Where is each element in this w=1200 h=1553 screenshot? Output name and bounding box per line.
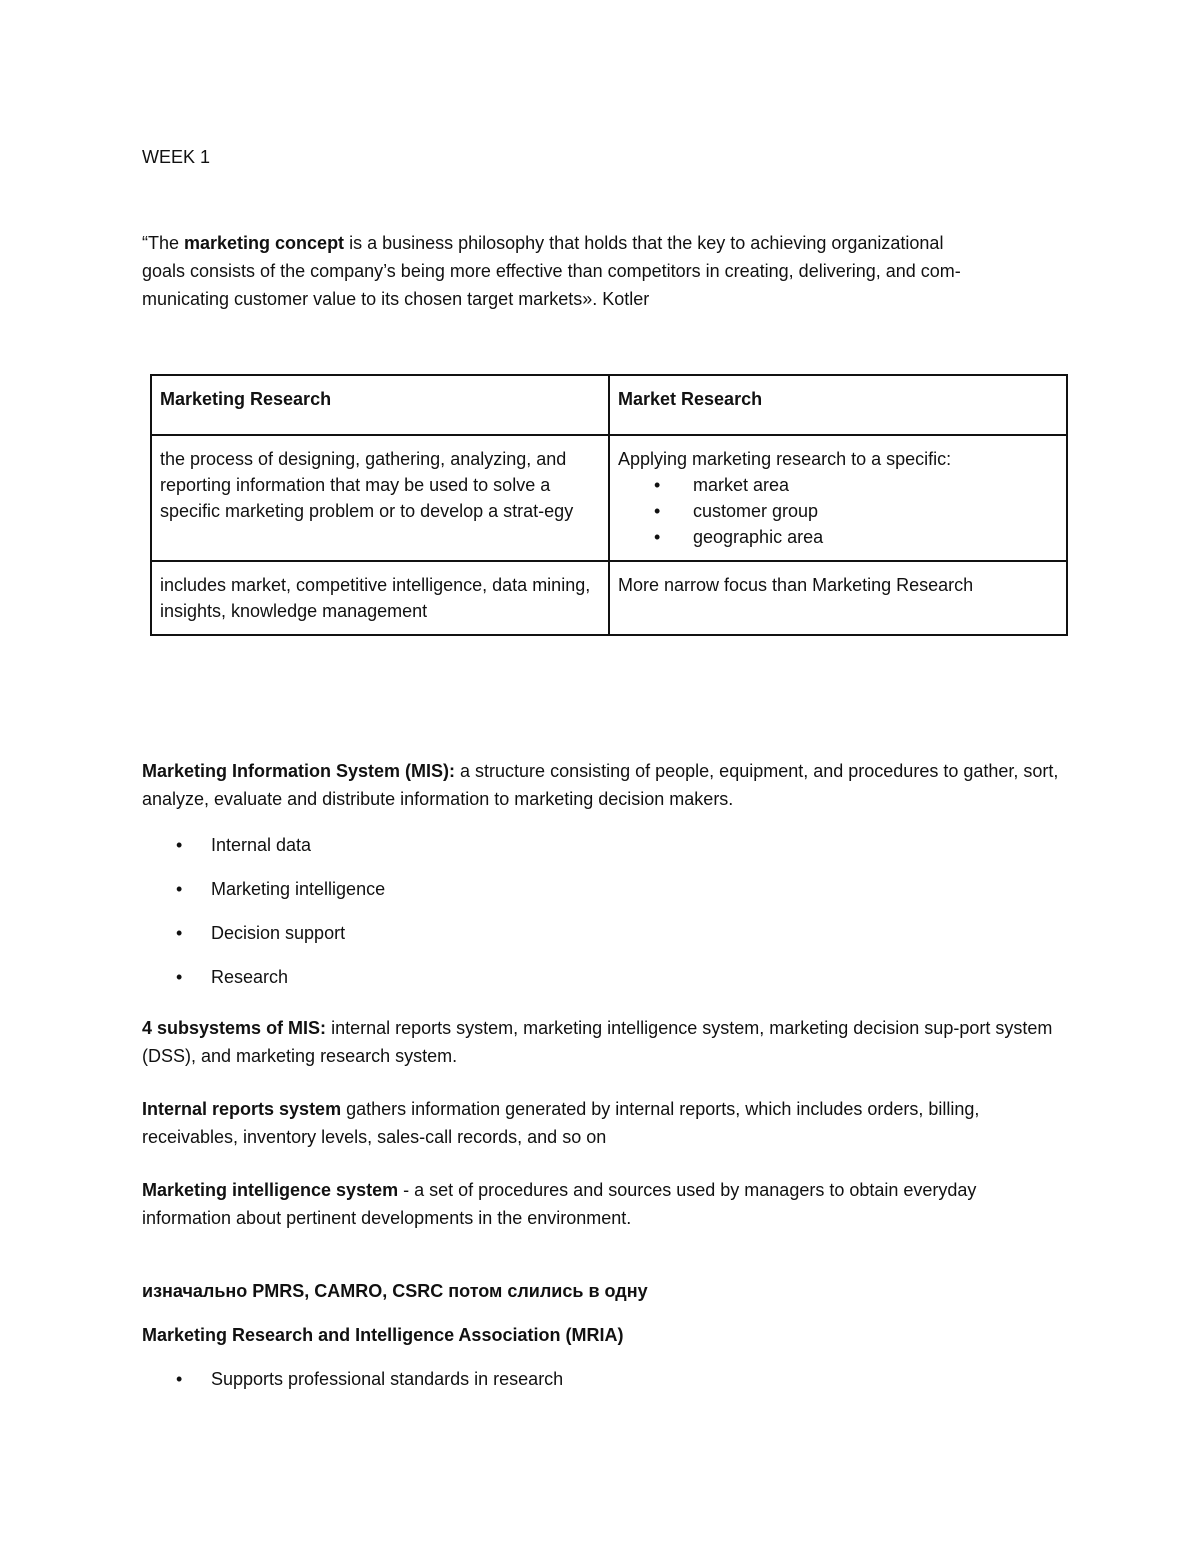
bullet-icon: • xyxy=(176,835,183,855)
quote-line-1: “The marketing concept is a business philosophy that holds that the key to achieving organizational xyxy=(142,233,944,253)
bullet-icon: • xyxy=(176,879,183,899)
list-item: • market area xyxy=(618,472,1058,498)
table-header-cell: Marketing Research xyxy=(151,375,609,435)
table-row xyxy=(151,561,1067,635)
bullet-icon: • xyxy=(654,527,661,547)
mria-title: Marketing Research and Intelligence Association (MRIA) xyxy=(142,1325,624,1345)
cell-bullet-list xyxy=(618,472,1058,550)
quote-bold-term: marketing concept xyxy=(184,233,345,253)
table-cell: More narrow focus than Marketing Research xyxy=(609,561,1067,635)
mria-list xyxy=(142,1365,1042,1409)
mis-term: Marketing Information System (MIS): xyxy=(142,761,456,781)
list-item: • Marketing intelligence xyxy=(142,875,1042,919)
subsystems-term: 4 subsystems of MIS: xyxy=(142,1018,327,1038)
list-item: • Internal data xyxy=(142,831,1042,875)
cell-intro: Applying marketing research to a specific: xyxy=(618,449,952,469)
table-header-row xyxy=(151,375,1067,435)
table-cell: includes market, competitive intelligence, data mining, insights, knowledge management xyxy=(151,561,609,635)
internal-reports-paragraph: Internal reports system gathers information generated by internal reports, which includes orders, billing, receivables, inventory levels, sales-call records, and so on xyxy=(142,1099,980,1147)
week-heading: WEEK 1 xyxy=(142,147,211,167)
table-cell: the process of designing, gathering, analyzing, and reporting information that may be used to solve a specific marketing problem or to develop a strat-egy xyxy=(151,435,609,561)
marketing-concept-quote xyxy=(142,229,1062,313)
list-item: • Research xyxy=(142,963,1042,1007)
list-item: • geographic area xyxy=(618,524,1058,550)
bullet-icon: • xyxy=(654,501,661,521)
mis-component-list xyxy=(142,831,1042,1007)
mis-definition: Marketing Information System (MIS): a structure consisting of people, equipment, and procedures to gather, sort, analyze, evaluate and distribute information to marketing decision makers. xyxy=(142,761,1059,809)
quote-line-2: goals consists of the company’s being more effective than competitors in creating, delivering, and com- xyxy=(142,261,961,281)
bullet-icon: • xyxy=(176,923,183,943)
subsystems-paragraph: 4 subsystems of MIS: internal reports system, marketing intelligence system, marketing decision sup-port system (DSS), and marketing research system. xyxy=(142,1018,1053,1066)
list-item: • Decision support xyxy=(142,919,1042,963)
table-cell xyxy=(609,435,1067,561)
marketing-intelligence-term: Marketing intelligence system xyxy=(142,1180,399,1200)
merge-note: изначально PMRS, CAMRO, CSRC потом слились в одну xyxy=(142,1281,648,1301)
bullet-icon: • xyxy=(176,967,183,987)
quote-line-3: municating customer value to its chosen target markets». Kotler xyxy=(142,289,650,309)
comparison-table xyxy=(150,374,1068,636)
internal-reports-term: Internal reports system xyxy=(142,1099,342,1119)
marketing-intelligence-paragraph: Marketing intelligence system - a set of procedures and sources used by managers to obtain everyday information about pertinent developments in the environment. xyxy=(142,1180,977,1228)
list-item: • customer group xyxy=(618,498,1058,524)
table-row xyxy=(151,435,1067,561)
table-header-cell: Market Research xyxy=(609,375,1067,435)
list-item: • Supports professional standards in research xyxy=(142,1365,1042,1409)
bullet-icon: • xyxy=(654,475,661,495)
bullet-icon: • xyxy=(176,1369,183,1389)
